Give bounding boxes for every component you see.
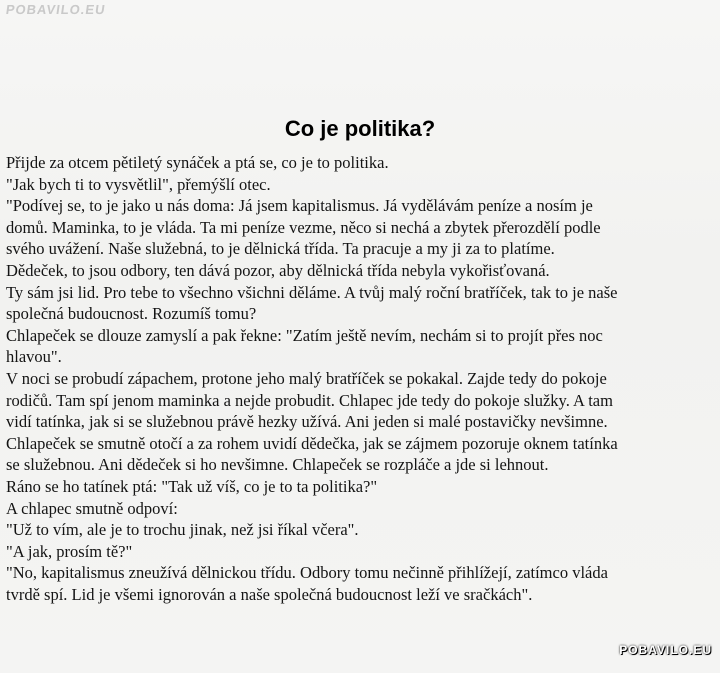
story-text bbox=[6, 152, 714, 605]
text-line: tvrdě spí. Lid je všemi ignorován a naše společná budoucnost leží ve sračkách". bbox=[6, 584, 533, 604]
text-line: Přijde za otcem pětiletý synáček a ptá se, co je to politika. bbox=[6, 153, 389, 172]
text-line: se služebnou. Ani dědeček si ho nevšimne. Chlapeček se rozpláče a jde si lehnout. bbox=[6, 455, 549, 475]
text-line: "Už to vím, ale je to trochu jinak, než jsi říkal včera". bbox=[6, 520, 359, 540]
text-line: vidí tatínka, jak si se služebnou právě hezky užívá. Ani jeden si malé postavičky nevšimne. bbox=[6, 412, 608, 432]
page-title: Co je politika? bbox=[284, 116, 436, 141]
text-line: svého uvážení. Naše služebná, to je dělnická třída. Ta pracuje a my ji za to platíme. bbox=[6, 239, 555, 259]
text-line: V noci se probudí zápachem, protone jeho malý bratříček se pokakal. Zajde tedy do pokoje bbox=[6, 368, 607, 388]
text-line: společná budoucnost. Rozumíš tomu? bbox=[6, 304, 257, 324]
watermark-bottom: POBAVILO.EU bbox=[619, 643, 712, 657]
text-line: "Podívej se, to je jako u nás doma: Já jsem kapitalismus. Já vydělávám peníze a nosím je bbox=[6, 196, 593, 216]
text-line: Chlapeček se smutně otočí a za rohem uvidí dědečka, jak se zájmem pozoruje oknem tatínka bbox=[6, 433, 618, 453]
text-line: domů. Maminka, to je vláda. Ta mi peníze vezme, něco si nechá a zbytek přerozdělí podle bbox=[6, 217, 601, 237]
text-line: Dědeček, to jsou odbory, ten dává pozor, aby dělnická třída nebyla vykořisťovaná. bbox=[6, 260, 550, 280]
watermark-top: POBAVILO.EU bbox=[4, 2, 107, 17]
text-line: hlavou". bbox=[6, 347, 62, 367]
text-line: A chlapec smutně odpoví: bbox=[6, 498, 178, 518]
text-line: "Jak bych ti to vysvětlil", přemýšlí otec. bbox=[6, 174, 271, 194]
text-line: "A jak, prosím tě?" bbox=[6, 541, 133, 561]
text-line: rodičů. Tam spí jenom maminka a nejde probudit. Chlapec jde tedy do pokoje služky. A tam bbox=[6, 390, 613, 410]
text-line: Ráno se ho tatínek ptá: "Tak už víš, co je to ta politika?" bbox=[6, 476, 378, 496]
text-line: Ty sám jsi lid. Pro tebe to všechno všichni děláme. A tvůj malý roční bratříček, tak to je naše bbox=[6, 282, 618, 302]
text-line: Chlapeček se dlouze zamyslí a pak řekne: "Zatím ještě nevím, nechám si to projít přes noc bbox=[6, 325, 603, 345]
text-line: "No, kapitalismus zneužívá dělnickou třídu. Odbory tomu nečinně přihlížejí, zatímco vláda bbox=[6, 563, 608, 583]
